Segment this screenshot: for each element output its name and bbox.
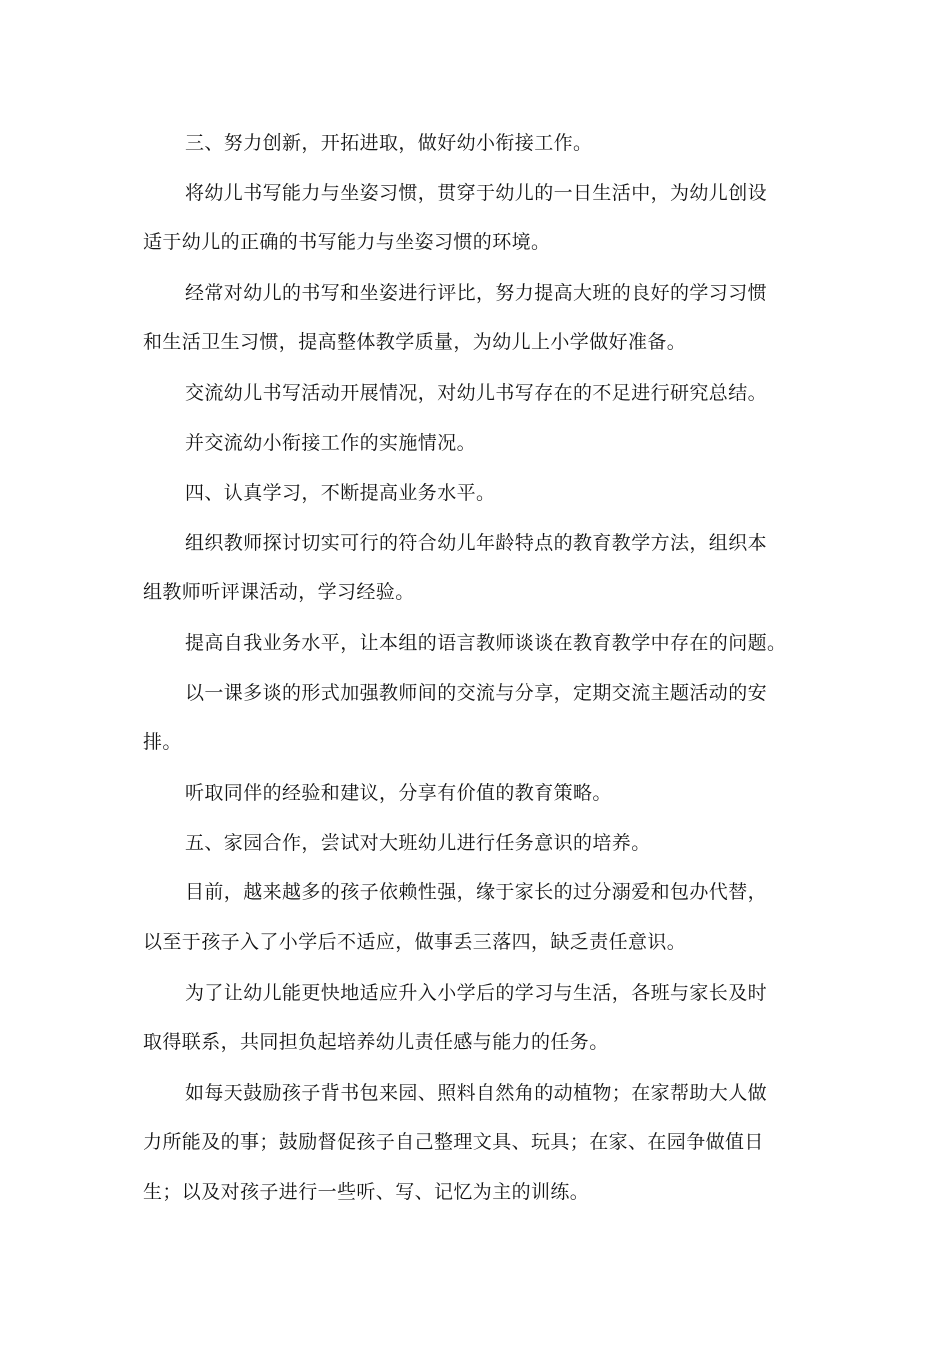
paragraph-line: 经常对幼儿的书写和坐姿进行评比，努力提高大班的良好的学习习惯 (185, 282, 768, 304)
paragraph-line: 提高自我业务水平，让本组的语言教师谈谈在教育教学中存在的问题。 (185, 632, 787, 654)
paragraph-line: 力所能及的事；鼓励督促孩子自己整理文具、玩具；在家、在园争做值日 (143, 1131, 764, 1153)
paragraph-line: 取得联系，共同担负起培养幼儿责任感与能力的任务。 (143, 1031, 609, 1053)
paragraph-line: 以一课多谈的形式加强教师间的交流与分享，定期交流主题活动的安 (185, 682, 768, 704)
paragraph-line: 和生活卫生习惯，提高整体教学质量，为幼儿上小学做好准备。 (143, 331, 687, 353)
section-heading-4: 四、认真学习，不断提高业务水平。 (185, 482, 496, 504)
paragraph-line: 以至于孩子入了小学后不适应，做事丢三落四，缺乏责任意识。 (143, 931, 687, 953)
paragraph-line: 组织教师探讨切实可行的符合幼儿年龄特点的教育教学方法，组织本 (185, 532, 768, 554)
paragraph-line: 并交流幼小衔接工作的实施情况。 (185, 432, 477, 454)
paragraph-line: 适于幼儿的正确的书写能力与坐姿习惯的环境。 (143, 231, 551, 253)
paragraph-line: 将幼儿书写能力与坐姿习惯，贯穿于幼儿的一日生活中，为幼儿创设 (185, 182, 768, 204)
paragraph-line: 听取同伴的经验和建议，分享有价值的教育策略。 (185, 782, 612, 804)
section-heading-3: 三、努力创新，开拓进取，做好幼小衔接工作。 (185, 132, 593, 154)
paragraph-line: 为了让幼儿能更快地适应升入小学后的学习与生活，各班与家长及时 (185, 982, 768, 1004)
paragraph-line: 排。 (143, 731, 182, 753)
section-heading-5: 五、家园合作，尝试对大班幼儿进行任务意识的培养。 (185, 832, 651, 854)
paragraph-line: 组教师听评课活动，学习经验。 (143, 581, 415, 603)
paragraph-line: 交流幼儿书写活动开展情况，对幼儿书写存在的不足进行研究总结。 (185, 382, 768, 404)
paragraph-line: 生；以及对孩子进行一些听、写、记忆为主的训练。 (143, 1181, 590, 1203)
paragraph-line: 如每天鼓励孩子背书包来园、照料自然角的动植物；在家帮助大人做 (185, 1082, 768, 1104)
paragraph-line: 目前，越来越多的孩子依赖性强，缘于家长的过分溺爱和包办代替， (185, 881, 768, 903)
